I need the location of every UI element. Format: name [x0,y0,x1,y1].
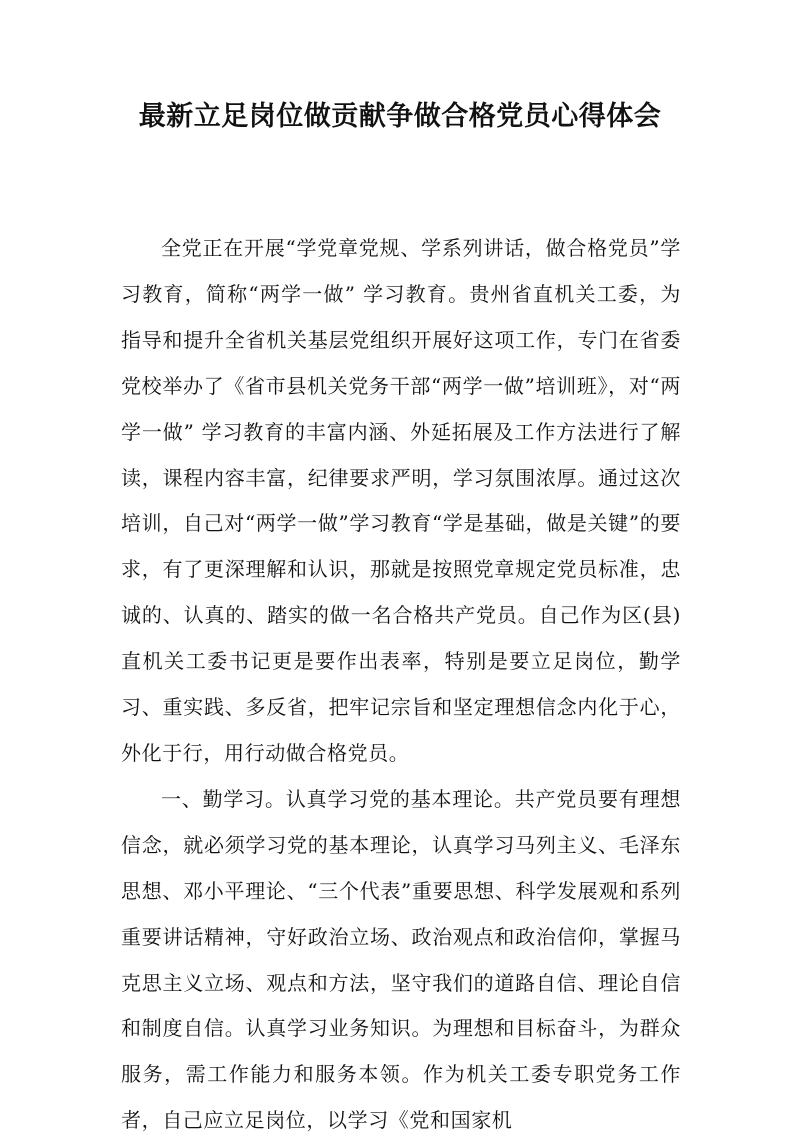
document-title: 最新立足岗位做贡献争做合格党员心得体会 [138,101,662,132]
document-body [121,226,681,1144]
body-paragraph: 一、勤学习。认真学习党的基本理论。共产党员要有理想信念，就必须学习党的基本理论，认真学习马列主义、毛泽东思想、邓小平理论、“三个代表”重要思想、科学发展观和系列重要讲话精神，守好政治立场、政治观点和政治信仰，掌握马克思主义立场、观点和方法，坚守我们的道路自信、理论自信和制度自信。认真学习业务知识。为理想和目标奋斗，为群众服务，需工作能力和服务本领。作为机关工委专职党务工作者，自己应立足岗位，以学习《党和国家机 [121,786,681,1133]
body-paragraph: 全党正在开展“学党章党规、学系列讲话，做合格党员”学习教育，简称“两学一做” 学习教育。贵州省直机关工委，为指导和提升全省机关基层党组织开展好这项工作，专门在省委党校举办了《省市县机关党务干部“两学一做”培训班》，对“两学一做” 学习教育的丰富内涵、外延拓展及工作方法进行了解读，课程内容丰富，纪律要求严明，学习氛围浓厚。通过这次培训，自己对“两学一做”学习教育“学是基础，做是关键”的要求，有了更深理解和认识，那就是按照党章规定党员标准，忠诚的、认真的、踏实的做一名合格共产党员。自己作为区(县)直机关工委书记更是要作出表率，特别是要立足岗位，勤学习、重实践、多反省，把牢记宗旨和坚定理想信念内化于心，外化于行，用行动做合格党员。 [121,236,681,765]
